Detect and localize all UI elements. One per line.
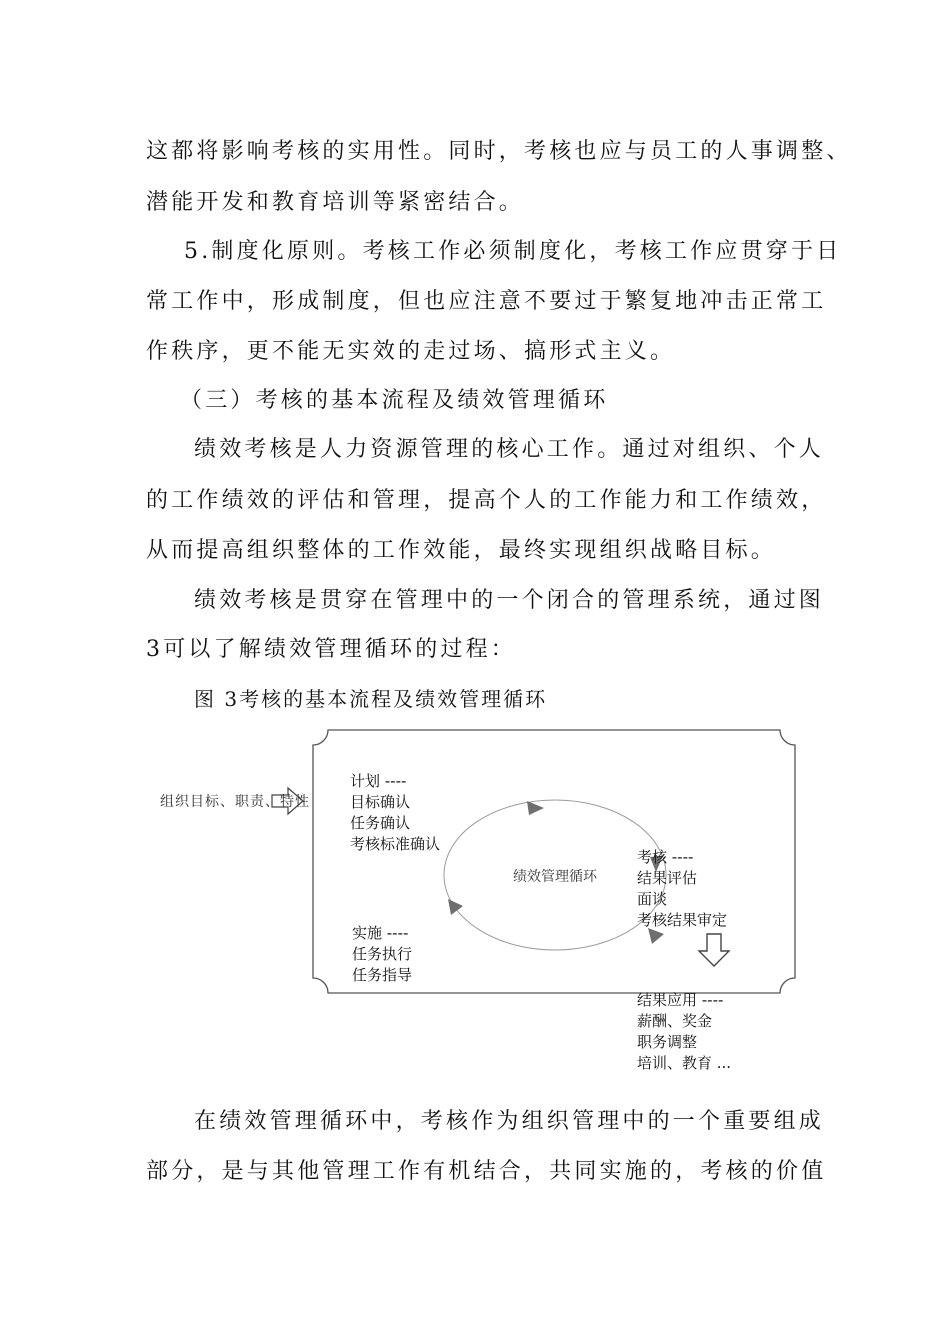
assess-title: 考核 ---- [637, 848, 694, 866]
apply-title: 结果应用 ---- [637, 991, 724, 1009]
paragraph-line: 这都将影响考核的实用性。同时，考核也应与员工的人事调整、 [146, 139, 852, 164]
paragraph-line: 3可以了解绩效管理循环的过程： [146, 637, 516, 662]
paragraph-line: 作秩序，更不能无实效的走过场、搞形式主义。 [146, 339, 676, 364]
paragraph-line: 绩效考核是人力资源管理的核心工作。通过对组织、个人 [194, 437, 825, 462]
plan-block [350, 771, 440, 855]
paragraph-line: 5.制度化原则。考核工作必须制度化，考核工作应贯穿于日 [184, 239, 842, 264]
cycle-center-label: 绩效管理循环 [513, 869, 597, 885]
paragraph-line: 绩效考核是贯穿在管理中的一个闭合的管理系统，通过图 [194, 588, 825, 613]
apply-block [637, 990, 731, 1074]
assess-item: 面谈 [637, 890, 668, 908]
org-goals-label: 组织目标、职责、特性 [160, 794, 310, 810]
apply-item: 薪酬、奖金 [637, 1012, 713, 1030]
apply-item: 职务调整 [637, 1033, 698, 1051]
assess-block [637, 847, 727, 931]
implement-item: 任务执行 [352, 945, 413, 963]
paragraph-line: 潜能开发和教育培训等紧密结合。 [146, 190, 525, 215]
apply-item: 培训、教育 ... [637, 1054, 732, 1072]
figure-caption: 图 3考核的基本流程及绩效管理循环 [194, 687, 548, 711]
implement-title: 实施 ---- [352, 924, 409, 942]
implement-block [352, 923, 412, 986]
down-arrow-icon [699, 934, 729, 966]
cycle-arrow-icon [448, 899, 463, 915]
implement-item: 任务指导 [352, 966, 413, 984]
cycle-arrow-icon [527, 801, 544, 815]
paragraph-line: 常工作中，形成制度，但也应注意不要过于繁复地冲击正常工 [146, 289, 827, 314]
paragraph-line: 部分，是与其他管理工作有机结合，共同实施的，考核的价值 [146, 1159, 827, 1184]
plan-item: 考核标准确认 [350, 835, 441, 853]
plan-title: 计划 ---- [350, 772, 407, 790]
paragraph-line: 从而提高组织整体的工作效能，最终实现组织战略目标。 [146, 538, 777, 563]
assess-item: 结果评估 [637, 869, 698, 887]
paragraph-line: 在绩效管理循环中，考核作为组织管理中的一个重要组成 [194, 1109, 825, 1134]
section-heading: （三）考核的基本流程及绩效管理循环 [180, 388, 609, 413]
plan-item: 目标确认 [350, 793, 411, 811]
plan-item: 任务确认 [350, 814, 411, 832]
assess-item: 考核结果审定 [637, 911, 728, 929]
paragraph-line: 的工作绩效的评估和管理，提高个人的工作能力和工作绩效， [146, 488, 827, 513]
